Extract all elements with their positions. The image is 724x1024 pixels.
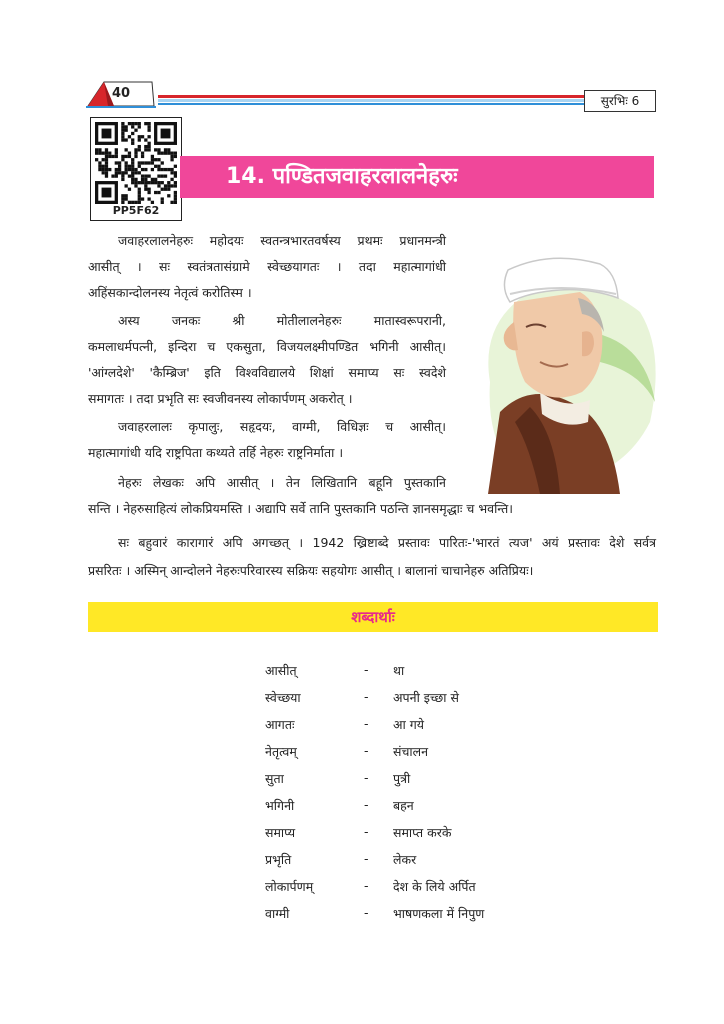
paragraph-3-line-2: महात्मागांधी यदि राष्ट्रपिता कथ्यते तर्हि नेहरुः राष्ट्रनिर्माता । (88, 445, 344, 460)
paragraph-4-line-2: सन्ति । नेहरुसाहित्यं लोकप्रियमस्ति । अद्यापि सर्वे तानि पुस्तकानि पठन्ति ज्ञानसमृद्धाः च भवन्ति। (88, 501, 514, 516)
glossary-dash: - (364, 716, 369, 731)
glossary-meaning: अपनी इच्छा से (393, 690, 459, 705)
header-stripe-red (158, 95, 584, 98)
paragraph-4-line-1: नेहरुः लेखकः अपि आसीत् । तेन लिखितानि बहूनि पुस्तकानि (118, 475, 446, 490)
glossary-word: आसीत् (265, 663, 297, 678)
glossary-word: प्रभृति (265, 852, 292, 867)
paragraph-2-line-2: कमलाधर्मपत्नी, इन्दिरा च एकसुता, विजयलक्ष्मीपण्डित भगिनी आसीत्। (88, 339, 446, 354)
glossary-word: भगिनी (265, 798, 295, 813)
glossary-word: सुता (265, 771, 284, 786)
glossary-word: समाप्य (265, 825, 296, 840)
paragraph-3-line-1: जवाहरलालः कृपालुः, सहृदयः, वाग्मी, विधिज्ञः च आसीत्। (118, 419, 446, 434)
paragraph-5-line-2: प्रसरितः । अस्मिन् आन्दोलने नेहरुःपरिवारस्य सक्रियः सहयोगः आसीत् । बालानां चाचानेहरु अतिप्रियः। (88, 563, 534, 578)
book-label: सुरभिः 6 (584, 90, 656, 112)
glossary-meaning: देश के लिये अर्पित (393, 879, 476, 894)
paragraph-1-line-1: जवाहरलालनेहरुः महोदयः स्वतन्त्रभारतवर्षस्य प्रथमः प्रधानमन्त्री (118, 233, 446, 248)
glossary-word: वाग्मी (265, 906, 290, 921)
glossary-meaning: संचालन (393, 744, 429, 759)
glossary-dash: - (364, 851, 369, 866)
glossary-word: लोकार्पणम् (265, 879, 314, 894)
glossary-dash: - (364, 905, 369, 920)
qr-code-text: PP5F62 (112, 204, 160, 217)
glossary-dash: - (364, 662, 369, 677)
glossary-dash: - (364, 743, 369, 758)
glossary-word: नेतृत्वम् (265, 744, 297, 759)
glossary-heading: शब्दार्थाः (351, 608, 395, 626)
glossary-dash: - (364, 797, 369, 812)
paragraph-2-line-3: 'आंग्लदेशे' 'कैम्ब्रिज' इति विश्वविद्यालये शिक्षां समाप्य सः स्वदेशे (88, 365, 446, 380)
glossary-meaning: भाषणकला में निपुण (393, 906, 485, 921)
glossary-meaning: आ गये (393, 717, 425, 732)
header-stripe-blue (158, 103, 584, 105)
glossary-dash: - (364, 824, 369, 839)
glossary-word: आगतः (265, 717, 295, 732)
qr-code-icon (95, 122, 177, 204)
glossary-dash: - (364, 878, 369, 893)
glossary-dash: - (364, 689, 369, 704)
glossary-dash: - (364, 770, 369, 785)
paragraph-1-line-3: अहिंसकान्दोलनस्य नेतृत्वं करोतिस्म । (88, 285, 252, 300)
paragraph-5-line-1: सः बहुवारं कारागारं अपि अगच्छत् । 1942 ख्रिष्टाब्दे प्रस्तावः पारितः-'भारतं त्यज' अयं प्रस्तावः देशे सर्वत्र (118, 535, 656, 550)
paragraph-2-line-4: समागतः । तदा प्रभृति सः स्वजीवनस्य लोकार्पणम् अकरोत् । (88, 391, 353, 406)
glossary-word: स्वेच्छया (265, 690, 301, 705)
header-stripe-light-blue (158, 99, 584, 102)
glossary-meaning: समाप्त करके (393, 825, 452, 840)
page-number: 40 (112, 86, 131, 101)
paragraph-2-line-1: अस्य जनकः श्री मोतीलालनेहरुः मातास्वरूपरानी, (118, 313, 446, 328)
nehru-portrait-icon (470, 232, 660, 494)
qr-code-box[interactable] (90, 117, 182, 221)
glossary-meaning: पुत्री (393, 771, 411, 786)
glossary-meaning: था (393, 663, 405, 678)
glossary-meaning: बहन (393, 798, 414, 813)
chapter-title: 14. पण्डितजवाहरलालनेहरुः (226, 164, 458, 189)
paragraph-1-line-2: आसीत् । सः स्वतंत्रतासंग्रामे स्वेच्छयागतः । तदा महात्मागांधी (88, 259, 446, 274)
glossary-meaning: लेकर (393, 852, 417, 867)
